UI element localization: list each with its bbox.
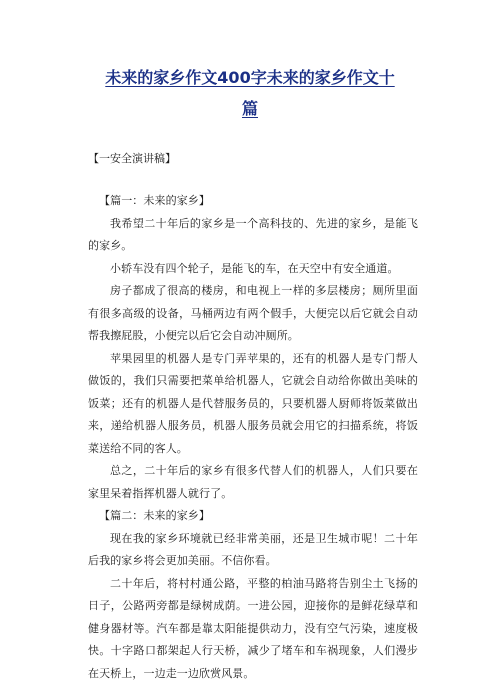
title-line-2: 篇 [242, 99, 258, 118]
document-title [40, 62, 460, 124]
paragraph: 房子都成了很高的楼房，和电视上一样的多层楼房；厕所里面有很多高级的设备，马桶两边有两个假手，大便完以后它就会自动帮我擦屁股，小便完以后它会自动冲厕所。 [88, 280, 418, 348]
paragraph: 现在我的家乡环境就已经非常美丽，还是卫生城市呢！二十年后我的家乡将会更加美丽。不信你看。 [88, 528, 418, 573]
title-line-1: 未来的家乡作文400字未来的家乡作文十 [105, 68, 394, 87]
paragraph: 苹果园里的机器人是专门弄苹果的，还有的机器人是专门帮人做饭的，我们只需要把菜单给机器人，它就会自动给你做出美味的饭菜；还有的机器人是代替服务员的，只要机器人厨师将饭菜做出来，递给机器人服务员，机器人服务员就会用它的扫描系统，将饭菜送给不同的客人。 [88, 348, 418, 461]
category-tag: 【一安全演讲稿】 [88, 152, 176, 166]
section-heading: 【篇一：未来的家乡】 [88, 190, 418, 213]
paragraph: 总之，二十年后的家乡有很多代替人们的机器人，人们只要在家里呆着指挥机器人就行了。 [88, 460, 418, 505]
section-heading: 【篇二：未来的家乡】 [88, 505, 418, 528]
article-body [88, 190, 418, 685]
paragraph: 二十年后，将村村通公路，平整的柏油马路将告别尘土飞扬的日子，公路两旁都是绿树成荫。一进公园，迎接你的是鲜花绿草和健身器材等。汽车都是靠太阳能提供动力，没有空气污染，速度极快。十字路口都架起人行天桥，减少了堵车和车祸现象，人们漫步在天桥上，一边走一边欣赏风景。 [88, 573, 418, 685]
paragraph: 小轿车没有四个轮子，是能飞的车，在天空中有安全通道。 [88, 258, 418, 281]
paragraph: 我希望二十年后的家乡是一个高科技的、先进的家乡，是能飞的家乡。 [88, 213, 418, 258]
